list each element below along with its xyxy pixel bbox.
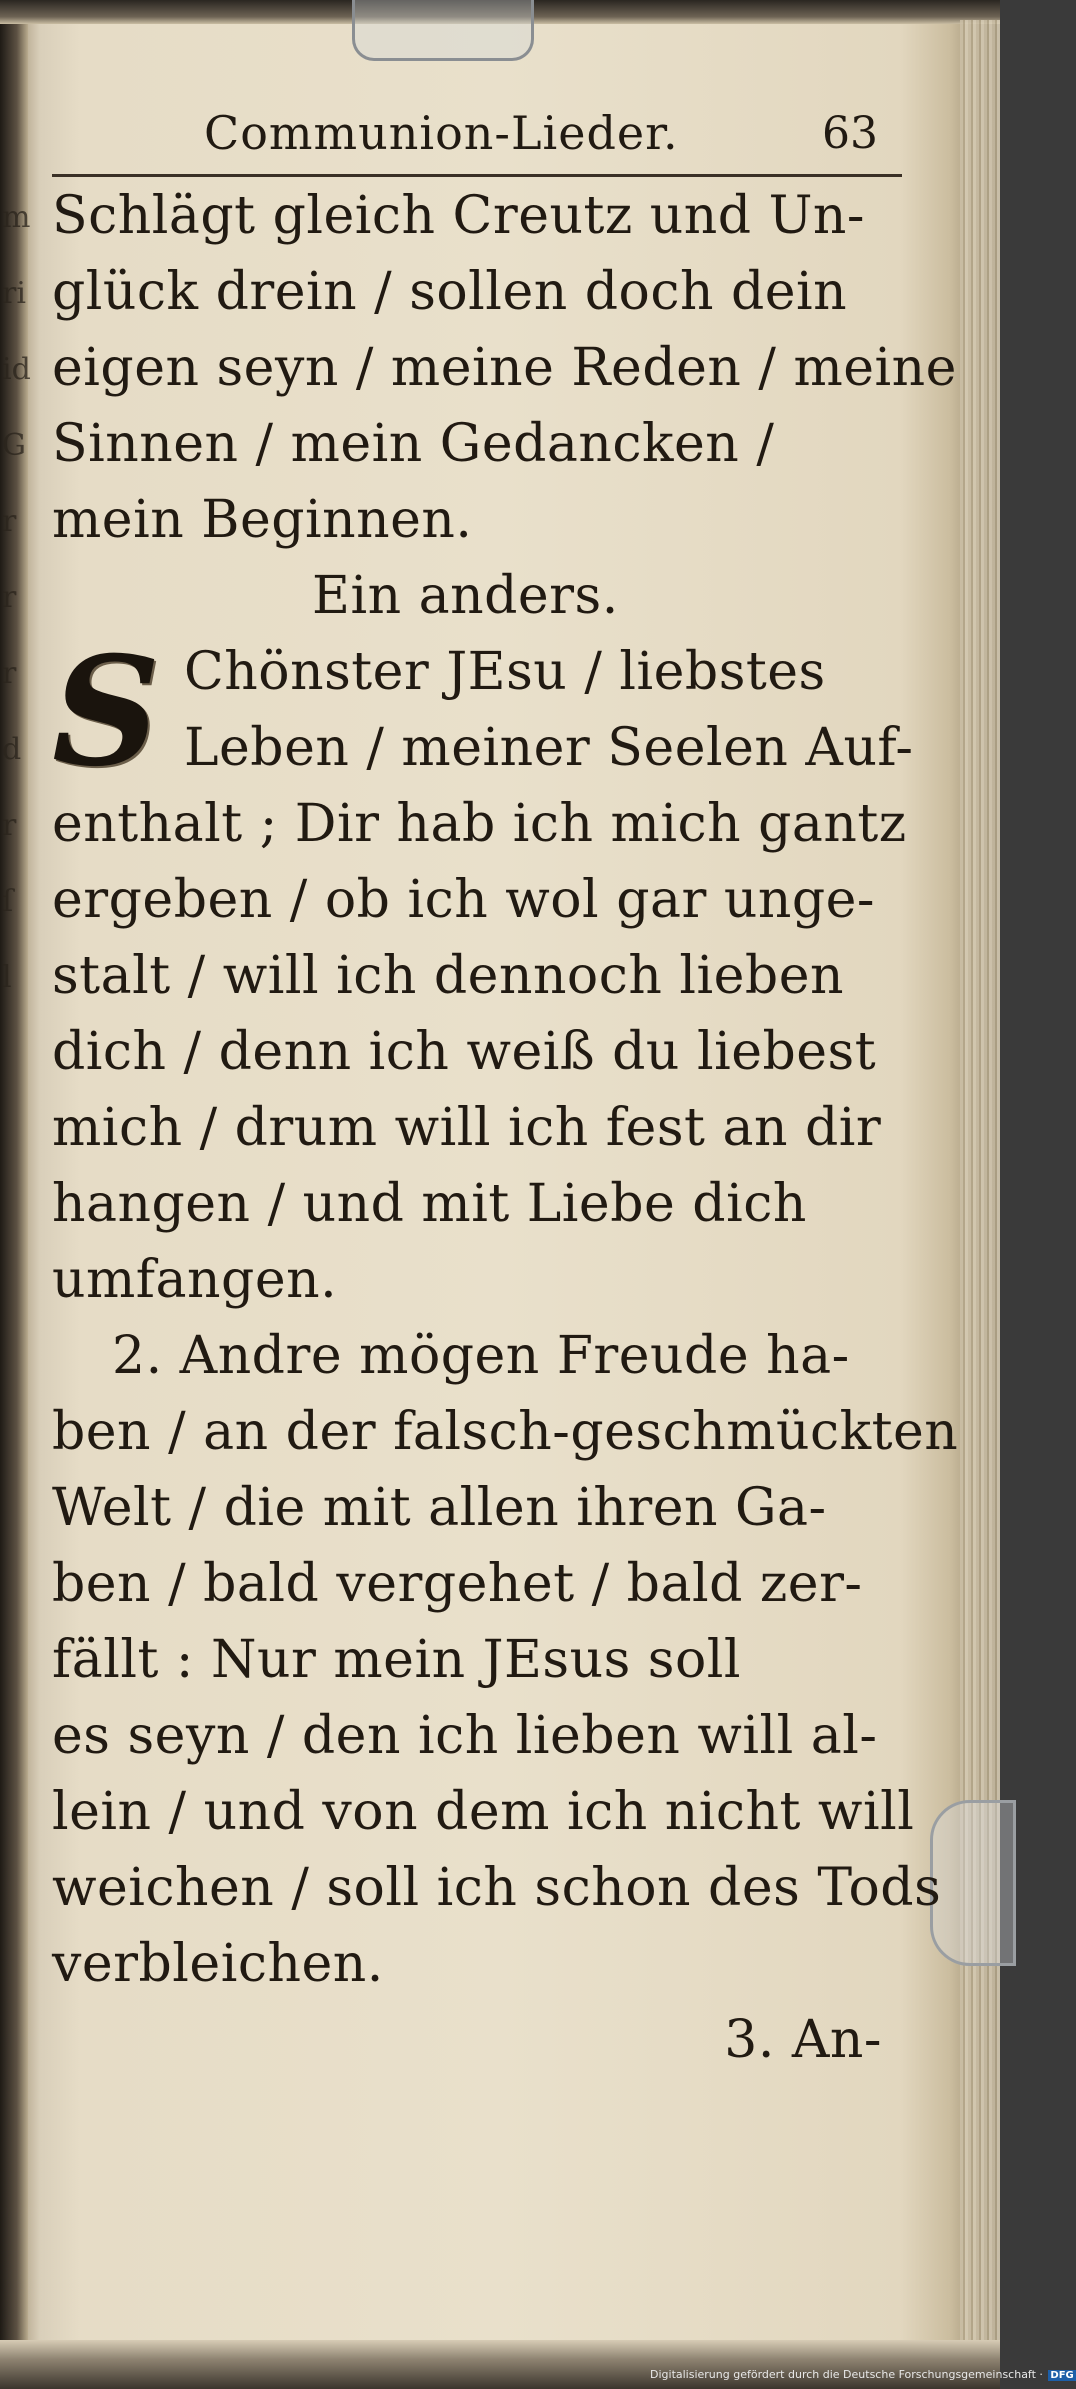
previous-page-fragments (2, 180, 31, 1580)
margin-fragment: ri (2, 276, 26, 311)
margin-fragment: id (2, 352, 31, 387)
hymn-heading: Ein anders. (312, 566, 619, 626)
margin-fragment: r (2, 580, 17, 615)
header-rule (52, 174, 902, 177)
margin-fragment: ſ (2, 884, 14, 919)
catchword: 3. An- (724, 2010, 882, 2070)
page-stack-edge (960, 20, 1000, 2350)
text-line: Chönster JEsu / liebstes (184, 642, 826, 702)
margin-fragment: l (2, 960, 12, 995)
text-line: hangen / und mit Liebe dich (52, 1174, 807, 1234)
text-line: ergeben / ob ich wol gar unge- (52, 870, 875, 930)
digitization-credit (650, 2368, 1076, 2381)
text-line: fällt : Nur mein JEsus soll (52, 1630, 742, 1690)
text-line: 2. Andre mögen Freude ha- (112, 1326, 850, 1386)
body-text (52, 178, 959, 2078)
text-line: glück drein / sollen doch dein (52, 262, 848, 322)
dfg-logo: DFG (1050, 2370, 1074, 2381)
text-line: Schlägt gleich Creutz und Un- (52, 186, 865, 246)
margin-fragment: r (2, 504, 17, 539)
text-line: umfangen. (52, 1250, 338, 1310)
text-line: Welt / die mit allen ihren Ga- (52, 1478, 827, 1538)
decorated-initial: S (52, 624, 161, 800)
page-number: 63 (822, 108, 878, 159)
text-line: Sinnen / mein Gedancken / (52, 414, 775, 474)
text-line: es seyn / den ich lieben will al- (52, 1706, 878, 1766)
bottom-edge (0, 2340, 1000, 2389)
text-line: lein / und von dem ich nicht will (52, 1782, 915, 1842)
side-clip (930, 1800, 1016, 1966)
text-line: dich / denn ich weiß du liebest (52, 1022, 877, 1082)
text-line: mein Beginnen. (52, 490, 473, 550)
text-line: stalt / will ich dennoch lieben (52, 946, 844, 1006)
margin-fragment: m (2, 200, 31, 235)
text-line: weichen / soll ich schon des Tods (52, 1858, 942, 1918)
credit-text: Digitalisierung gefördert durch die Deutsche Forschungsgemeinschaft · (650, 2368, 1043, 2381)
text-block (52, 96, 959, 2070)
text-line: eigen seyn / meine Reden / meine (52, 338, 957, 398)
running-title: Communion-Lieder. (204, 106, 679, 160)
margin-fragment: d (2, 732, 22, 767)
margin-fragment: G (2, 428, 26, 463)
margin-fragment: r (2, 808, 17, 843)
page-header (52, 96, 902, 166)
text-line: mich / drum will ich fest an dir (52, 1098, 882, 1158)
text-line: enthalt ; Dir hab ich mich gantz (52, 794, 907, 854)
text-line: Leben / meiner Seelen Auf- (184, 718, 914, 778)
text-line: ben / an der falsch-geschmückten (52, 1402, 959, 1462)
top-clip (352, 0, 534, 61)
text-line: ben / bald vergehet / bald zer- (52, 1554, 863, 1614)
margin-fragment: r (2, 656, 17, 691)
text-line: verbleichen. (52, 1934, 384, 1994)
